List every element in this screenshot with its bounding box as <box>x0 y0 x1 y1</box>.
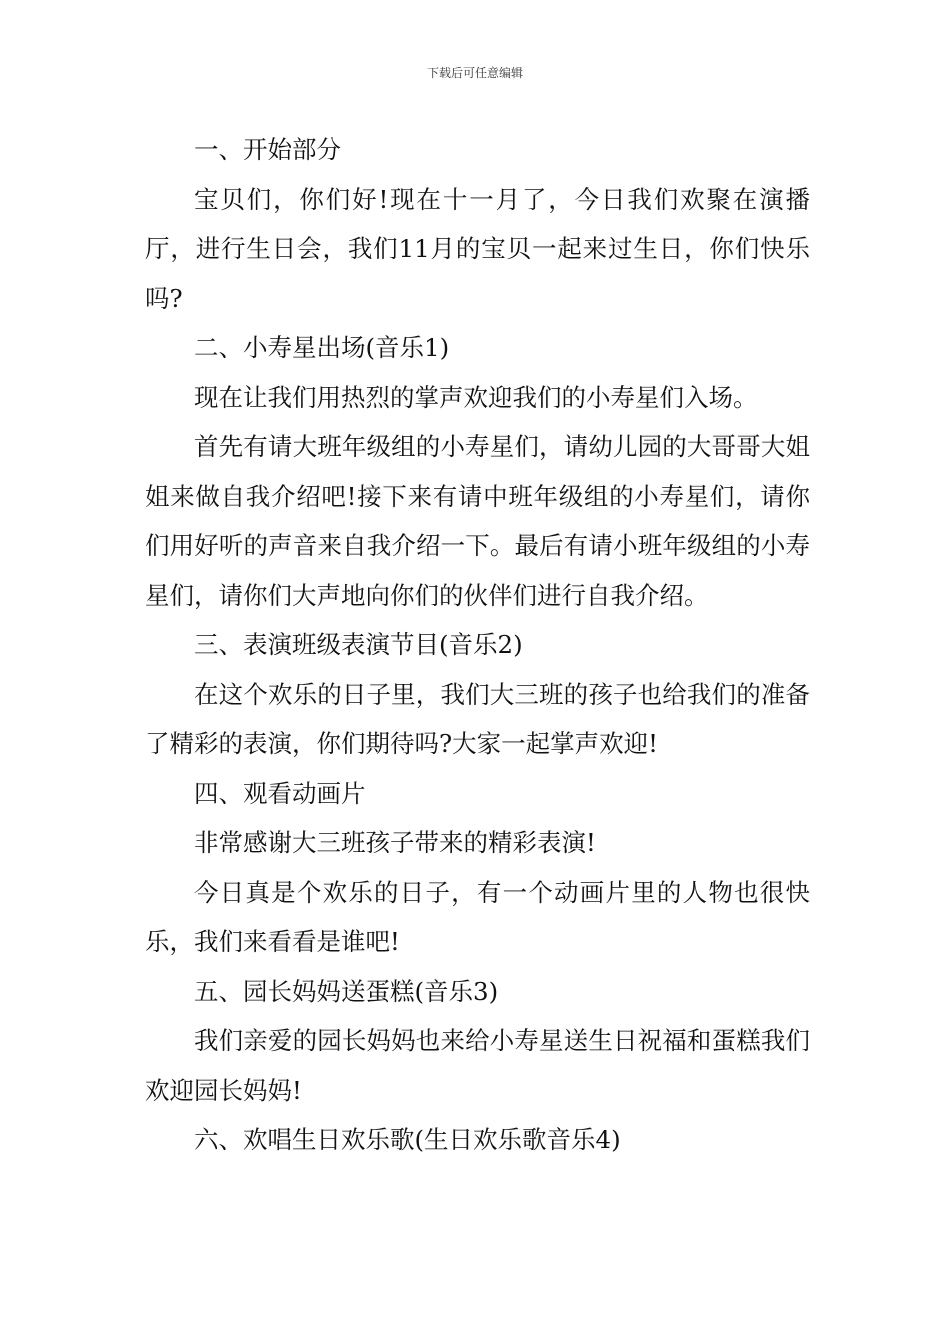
paragraph-thanks: 非常感谢大三班孩子带来的精彩表演! <box>194 828 596 857</box>
page-header: 下载后可任意编辑 <box>426 66 523 80</box>
paragraph-greeting: 宝贝们，你们好!现在十一月了，今日我们欢聚在演播厅，进行生日会，我们11月的宝贝一起来过生日，你们快乐吗? <box>145 184 810 313</box>
section-heading-entrance: 二、小寿星出场(音乐1) <box>194 333 450 362</box>
section-heading-performance: 三、表演班级表演节目(音乐2) <box>194 630 523 659</box>
section-heading-song: 六、欢唱生日欢乐歌(生日欢乐歌音乐4) <box>194 1125 621 1154</box>
paragraph-cartoon: 今日真是个欢乐的日子，有一个动画片里的人物也很快乐，我们来看看是谁吧! <box>145 877 810 956</box>
section-heading-start: 一、开始部分 <box>194 135 341 164</box>
paragraph-performance: 在这个欢乐的日子里，我们大三班的孩子也给我们的准备了精彩的表演，你们期待吗?大家一起掌声欢迎! <box>145 679 810 758</box>
document-body <box>145 125 810 1165</box>
paragraph-introductions: 首先有请大班年级组的小寿星们，请幼儿园的大哥哥大姐姐来做自我介绍吧!接下来有请中班年级组的小寿星们，请你们用好听的声音来自我介绍一下。最后有请小班年级组的小寿星们，请你们大声地向你们的伙伴们进行自我介绍。 <box>145 432 810 610</box>
section-heading-cartoon: 四、观看动画片 <box>194 778 366 808</box>
paragraph-cake: 我们亲爱的园长妈妈也来给小寿星送生日祝福和蛋糕我们欢迎园长妈妈! <box>145 1026 810 1105</box>
section-heading-cake: 五、园长妈妈送蛋糕(音乐3) <box>194 976 499 1006</box>
paragraph-welcome: 现在让我们用热烈的掌声欢迎我们的小寿星们入场。 <box>194 382 758 412</box>
